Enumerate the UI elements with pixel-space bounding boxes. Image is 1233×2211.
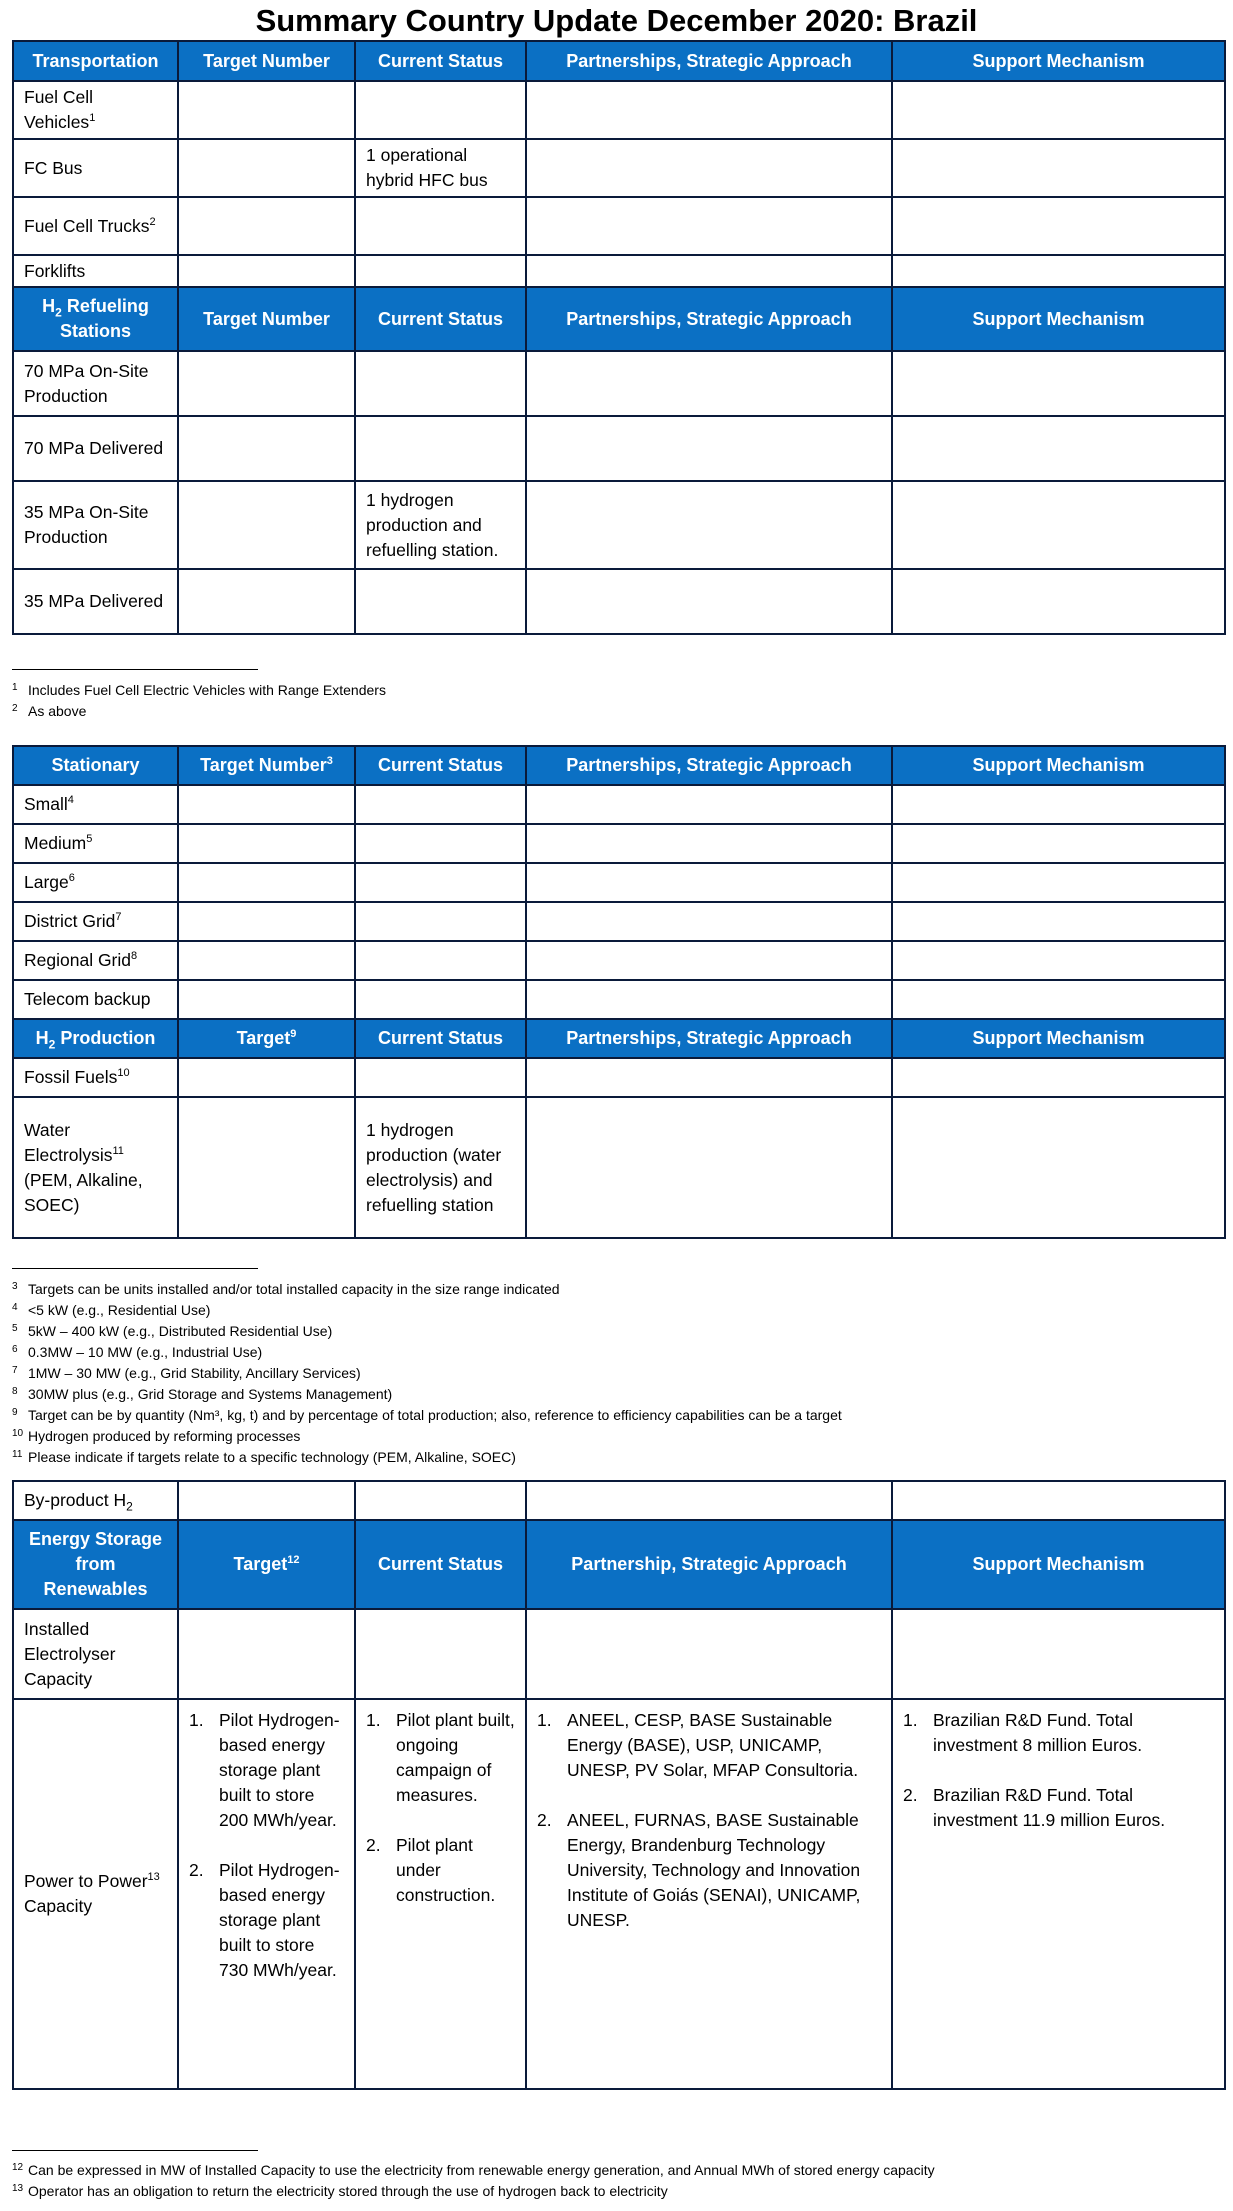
footnote-ref: 7: [115, 911, 122, 924]
table-cell: [526, 980, 892, 1019]
table-cell: [178, 1058, 355, 1097]
table-cell: [526, 139, 892, 197]
footnote-ref: 8: [131, 950, 138, 963]
table-cell: [178, 1699, 355, 2089]
table-cell: [178, 1481, 355, 1520]
table-cell: [526, 941, 892, 980]
energy-storage-table: [12, 1480, 1226, 2090]
table-header-row: [13, 287, 1225, 351]
list-item: [903, 1783, 1214, 1833]
table-cell: [178, 481, 355, 569]
footnote: [12, 1384, 842, 1405]
table-cell: [178, 197, 355, 255]
table-row: [13, 255, 1225, 287]
column-header: Current Status: [355, 1520, 526, 1609]
row-label: [13, 1097, 178, 1238]
footnote: [12, 1447, 842, 1468]
table-cell: [892, 569, 1225, 634]
column-header: Current Status: [355, 1019, 526, 1058]
table-cell: [355, 785, 526, 824]
table-cell: [355, 81, 526, 139]
footnote-ref: 12: [287, 1554, 300, 1566]
table-cell: [178, 416, 355, 481]
list-text: Brazilian R&D Fund. Total investment 11.9 million Euros.: [933, 1785, 1166, 1830]
table-row: [13, 863, 1225, 902]
footnote-ref: 9: [290, 1028, 297, 1040]
row-label: 70 MPa Delivered: [13, 416, 178, 481]
table-cell: [892, 255, 1225, 287]
table-cell: [355, 1481, 526, 1520]
row-label-text: (PEM, Alkaline, SOEC): [24, 1169, 143, 1215]
table-cell: [178, 941, 355, 980]
table-row: [13, 785, 1225, 824]
footnote-ref: 13: [147, 1871, 160, 1884]
header-text: Production: [55, 1028, 156, 1048]
footnote: [12, 1405, 842, 1426]
row-label: 70 MPa On-Site Production: [13, 351, 178, 416]
row-label: [13, 785, 178, 824]
subscript: 2: [126, 1499, 133, 1514]
footnote: [12, 1321, 842, 1342]
list-item: [903, 1708, 1214, 1758]
footnote-ref: 11: [112, 1144, 124, 1157]
row-label-text: Fuel Cell Vehicles: [24, 87, 94, 132]
row-label: [13, 1699, 178, 2089]
list-item: [366, 1708, 515, 1808]
table-cell: [355, 255, 526, 287]
row-label: [13, 863, 178, 902]
table-cell: [526, 902, 892, 941]
row-label: Telecom backup: [13, 980, 178, 1019]
row-label: [13, 197, 178, 255]
table-cell: 1 operational hybrid HFC bus: [355, 139, 526, 197]
table-row: [13, 416, 1225, 481]
table-row: [13, 824, 1225, 863]
table-cell: [892, 941, 1225, 980]
footnote-number: 5: [12, 1323, 18, 1334]
footnote-number: 8: [12, 1386, 18, 1397]
footnote-text: Target can be by quantity (Nm³, kg, t) and by percentage of total production; also, reference to efficiency capabilities can be a target: [28, 1407, 842, 1423]
column-header: [178, 1019, 355, 1058]
row-label: [13, 824, 178, 863]
row-label-text: Large: [24, 872, 69, 892]
footnote-text: 5kW – 400 kW (e.g., Distributed Residential Use): [28, 1323, 333, 1339]
header-text: Target Number: [200, 755, 327, 775]
list-item: [189, 1858, 344, 1983]
column-header: Partnerships, Strategic Approach: [526, 287, 892, 351]
footnote: [12, 2181, 935, 2202]
column-header: Support Mechanism: [892, 287, 1225, 351]
footnotes: [12, 680, 386, 722]
footnote-text: Includes Fuel Cell Electric Vehicles with Range Extenders: [28, 682, 386, 698]
footnote-ref: 2: [149, 215, 156, 228]
table-header-row: [13, 41, 1225, 81]
header-text: Refueling Stations: [59, 296, 149, 341]
row-label-text: Fossil Fuels: [24, 1067, 118, 1087]
footnote-rule: [12, 1268, 258, 1269]
table-row: [13, 941, 1225, 980]
column-header: Support Mechanism: [892, 1520, 1225, 1609]
table-cell: [892, 81, 1225, 139]
footnote-ref: 5: [86, 833, 93, 846]
column-header: [178, 1520, 355, 1609]
footnote-number: 3: [12, 1281, 18, 1292]
table-cell: [892, 902, 1225, 941]
footnote: [12, 1426, 842, 1447]
footnote-number: 11: [12, 1449, 23, 1460]
table-cell: [892, 980, 1225, 1019]
list-text: ANEEL, FURNAS, BASE Sustainable Energy, Brandenburg Technology University, Technology and Innovation Institute of Goiás (SENAI), UNICAMP, UNESP.: [567, 1810, 861, 1930]
transportation-table: [12, 40, 1226, 635]
column-header: Transportation: [13, 41, 178, 81]
table-cell: [526, 1699, 892, 2089]
footnote-number: 10: [12, 1428, 24, 1439]
table-cell: [178, 824, 355, 863]
table-row: [13, 902, 1225, 941]
row-label: 35 MPa Delivered: [13, 569, 178, 634]
row-label: [13, 81, 178, 139]
footnote: [12, 1363, 842, 1384]
column-header: Energy Storage from Renewables: [13, 1520, 178, 1609]
table-cell: [892, 785, 1225, 824]
table-cell: [526, 255, 892, 287]
footnote-text: Please indicate if targets relate to a specific technology (PEM, Alkaline, SOEC): [28, 1449, 516, 1465]
table-cell: [178, 863, 355, 902]
footnote-ref: 10: [117, 1067, 130, 1080]
table-cell: [526, 1058, 892, 1097]
table-row: [13, 1699, 1225, 2089]
column-header: Current Status: [355, 746, 526, 785]
row-label-text: Medium: [24, 833, 87, 853]
footnote: [12, 1279, 842, 1300]
row-label: Forklifts: [13, 255, 178, 287]
status-list: [366, 1708, 515, 1908]
table-cell: [526, 351, 892, 416]
table-cell: [526, 416, 892, 481]
table-cell: [892, 1481, 1225, 1520]
row-label: FC Bus: [13, 139, 178, 197]
list-text: Pilot plant under construction.: [396, 1835, 496, 1905]
table-header-row: [13, 1520, 1225, 1609]
row-label-text: Power to Power: [24, 1871, 148, 1891]
table-row: [13, 980, 1225, 1019]
table-cell: [892, 351, 1225, 416]
row-label-text: By-product H: [24, 1490, 127, 1510]
footnote-number: 13: [12, 2183, 24, 2194]
column-header: [13, 287, 178, 351]
list-item: [366, 1833, 515, 1908]
list-text: Pilot Hydrogen-based energy storage plant built to store 730 MWh/year.: [219, 1860, 340, 1980]
column-header: Current Status: [355, 287, 526, 351]
table-cell: [355, 941, 526, 980]
table-cell: [178, 139, 355, 197]
footnote-text: Hydrogen produced by reforming processes: [28, 1428, 301, 1444]
table-cell: [178, 81, 355, 139]
list-number: 1.: [903, 1710, 918, 1730]
list-number: 1.: [537, 1710, 552, 1730]
table-cell: [355, 197, 526, 255]
table-header-row: [13, 746, 1225, 785]
table-cell: [178, 351, 355, 416]
header-text: Target: [236, 1028, 291, 1048]
column-header: Target Number: [178, 287, 355, 351]
list-text: Pilot Hydrogen-based energy storage plant built to store 200 MWh/year.: [219, 1710, 340, 1830]
table-cell: [355, 824, 526, 863]
table-row: [13, 197, 1225, 255]
page-title: Summary Country Update December 2020: Brazil: [255, 3, 978, 38]
list-number: 2.: [189, 1860, 204, 1880]
column-header: Partnership, Strategic Approach: [526, 1520, 892, 1609]
footnote-ref: 4: [67, 794, 74, 807]
support-list: [903, 1708, 1214, 1833]
table-cell: [355, 1058, 526, 1097]
column-header: Partnerships, Strategic Approach: [526, 41, 892, 81]
table-row: [13, 139, 1225, 197]
table-cell: 1 hydrogen production (water electrolysis) and refuelling station: [355, 1097, 526, 1238]
header-text: H: [42, 296, 56, 316]
list-number: 2.: [366, 1835, 381, 1855]
footnote-rule: [12, 669, 258, 670]
table-cell: 1 hydrogen production and refuelling station.: [355, 481, 526, 569]
list-item: [537, 1808, 881, 1933]
table-cell: [892, 416, 1225, 481]
table-cell: [178, 569, 355, 634]
footnote-number: 9: [12, 1407, 18, 1418]
footnote-text: 30MW plus (e.g., Grid Storage and Systems Management): [28, 1386, 393, 1402]
footnote-ref: 1: [89, 112, 96, 125]
list-item: [189, 1708, 344, 1833]
row-label: [13, 1481, 178, 1520]
footnote-text: 1MW – 30 MW (e.g., Grid Stability, Ancillary Services): [28, 1365, 361, 1381]
table-cell: [178, 1609, 355, 1699]
column-header: Support Mechanism: [892, 1019, 1225, 1058]
row-label: 35 MPa On-Site Production: [13, 481, 178, 569]
table-row: [13, 1097, 1225, 1238]
table-row: [13, 569, 1225, 634]
footnote: [12, 2160, 935, 2181]
footnotes: [12, 2160, 935, 2202]
list-text: Pilot plant built, ongoing campaign of measures.: [396, 1710, 515, 1805]
table-cell: [892, 481, 1225, 569]
table-cell: [178, 902, 355, 941]
list-number: 2.: [537, 1810, 552, 1830]
table-cell: [892, 863, 1225, 902]
table-row: [13, 1481, 1225, 1520]
row-label: [13, 1058, 178, 1097]
table-cell: [178, 785, 355, 824]
table-cell: [526, 1609, 892, 1699]
footnote-ref: 3: [326, 755, 333, 767]
table-cell: [526, 569, 892, 634]
footnote-number: 12: [12, 2162, 24, 2173]
table-cell: [355, 902, 526, 941]
column-header: [178, 746, 355, 785]
column-header: Support Mechanism: [892, 41, 1225, 81]
table-cell: [355, 351, 526, 416]
table-cell: [892, 824, 1225, 863]
column-header: Current Status: [355, 41, 526, 81]
table-cell: [178, 255, 355, 287]
footnote-ref: 6: [68, 872, 75, 885]
table-cell: [892, 1097, 1225, 1238]
row-label: Installed Electrolyser Capacity: [13, 1609, 178, 1699]
subscript: 2: [48, 1037, 56, 1052]
footnote-text: <5 kW (e.g., Residential Use): [28, 1302, 211, 1318]
table-cell: [355, 980, 526, 1019]
header-text: Target: [233, 1554, 288, 1574]
table-cell: [526, 785, 892, 824]
table-cell: [355, 1699, 526, 2089]
table-cell: [892, 1058, 1225, 1097]
footnote-number: 4: [12, 1302, 18, 1313]
list-item: [537, 1708, 881, 1783]
row-label-text: Small: [24, 794, 68, 814]
table-cell: [355, 416, 526, 481]
table-cell: [892, 1609, 1225, 1699]
table-cell: [355, 1609, 526, 1699]
table-cell: [355, 569, 526, 634]
partnership-list: [537, 1708, 881, 1933]
row-label-text: Regional Grid: [24, 950, 131, 970]
table-cell: [526, 481, 892, 569]
table-cell: [178, 1097, 355, 1238]
footnote-number: 6: [12, 1344, 18, 1355]
table-cell: [892, 1699, 1225, 2089]
table-row: [13, 1058, 1225, 1097]
table-cell: [526, 81, 892, 139]
header-text: H: [35, 1028, 49, 1048]
column-header: Partnerships, Strategic Approach: [526, 1019, 892, 1058]
column-header: Support Mechanism: [892, 746, 1225, 785]
list-text: Brazilian R&D Fund. Total investment 8 million Euros.: [933, 1710, 1143, 1755]
row-label-text: Capacity: [24, 1896, 93, 1916]
footnotes: [12, 1279, 842, 1468]
row-label-text: Water Electrolysis: [24, 1119, 113, 1165]
row-label-text: District Grid: [24, 911, 116, 931]
table-cell: [178, 980, 355, 1019]
table-header-row: [13, 1019, 1225, 1058]
list-number: 1.: [366, 1710, 381, 1730]
subscript: 2: [55, 305, 62, 320]
footnote-number: 7: [12, 1365, 18, 1376]
footnote-number: 2: [12, 703, 18, 714]
footnote-text: Operator has an obligation to return the electricity stored through the use of hydrogen back to electricity: [28, 2183, 668, 2199]
table-cell: [526, 863, 892, 902]
list-number: 2.: [903, 1785, 918, 1805]
list-number: 1.: [189, 1710, 204, 1730]
footnote-text: Can be expressed in MW of Installed Capacity to use the electricity from renewable energy generation, and Annual MWh of stored energy capacity: [28, 2162, 935, 2178]
table-cell: [892, 139, 1225, 197]
table-row: [13, 481, 1225, 569]
table-cell: [892, 197, 1225, 255]
table-row: [13, 1609, 1225, 1699]
footnote-text: As above: [28, 703, 87, 719]
footnote: [12, 680, 386, 701]
table-cell: [355, 863, 526, 902]
table-row: [13, 351, 1225, 416]
row-label: [13, 941, 178, 980]
table-cell: [526, 197, 892, 255]
footnote-text: Targets can be units installed and/or total installed capacity in the size range indicated: [28, 1281, 560, 1297]
column-header: Target Number: [178, 41, 355, 81]
list-text: ANEEL, CESP, BASE Sustainable Energy (BASE), USP, UNICAMP, UNESP, PV Solar, MFAP Consultoria.: [567, 1710, 859, 1780]
row-label-text: Fuel Cell Trucks: [24, 215, 150, 236]
footnote-text: 0.3MW – 10 MW (e.g., Industrial Use): [28, 1344, 263, 1360]
target-list: [189, 1708, 344, 1983]
column-header: [13, 1019, 178, 1058]
row-label: [13, 902, 178, 941]
table-cell: [526, 1481, 892, 1520]
footnote: [12, 701, 386, 722]
footnote-rule: [12, 2150, 258, 2151]
column-header: Partnerships, Strategic Approach: [526, 746, 892, 785]
stationary-table: [12, 745, 1226, 1239]
table-row: [13, 81, 1225, 139]
footnote: [12, 1300, 842, 1321]
table-cell: [526, 824, 892, 863]
footnote: [12, 1342, 842, 1363]
table-cell: [526, 1097, 892, 1238]
column-header: Stationary: [13, 746, 178, 785]
footnote-number: 1: [12, 682, 18, 693]
